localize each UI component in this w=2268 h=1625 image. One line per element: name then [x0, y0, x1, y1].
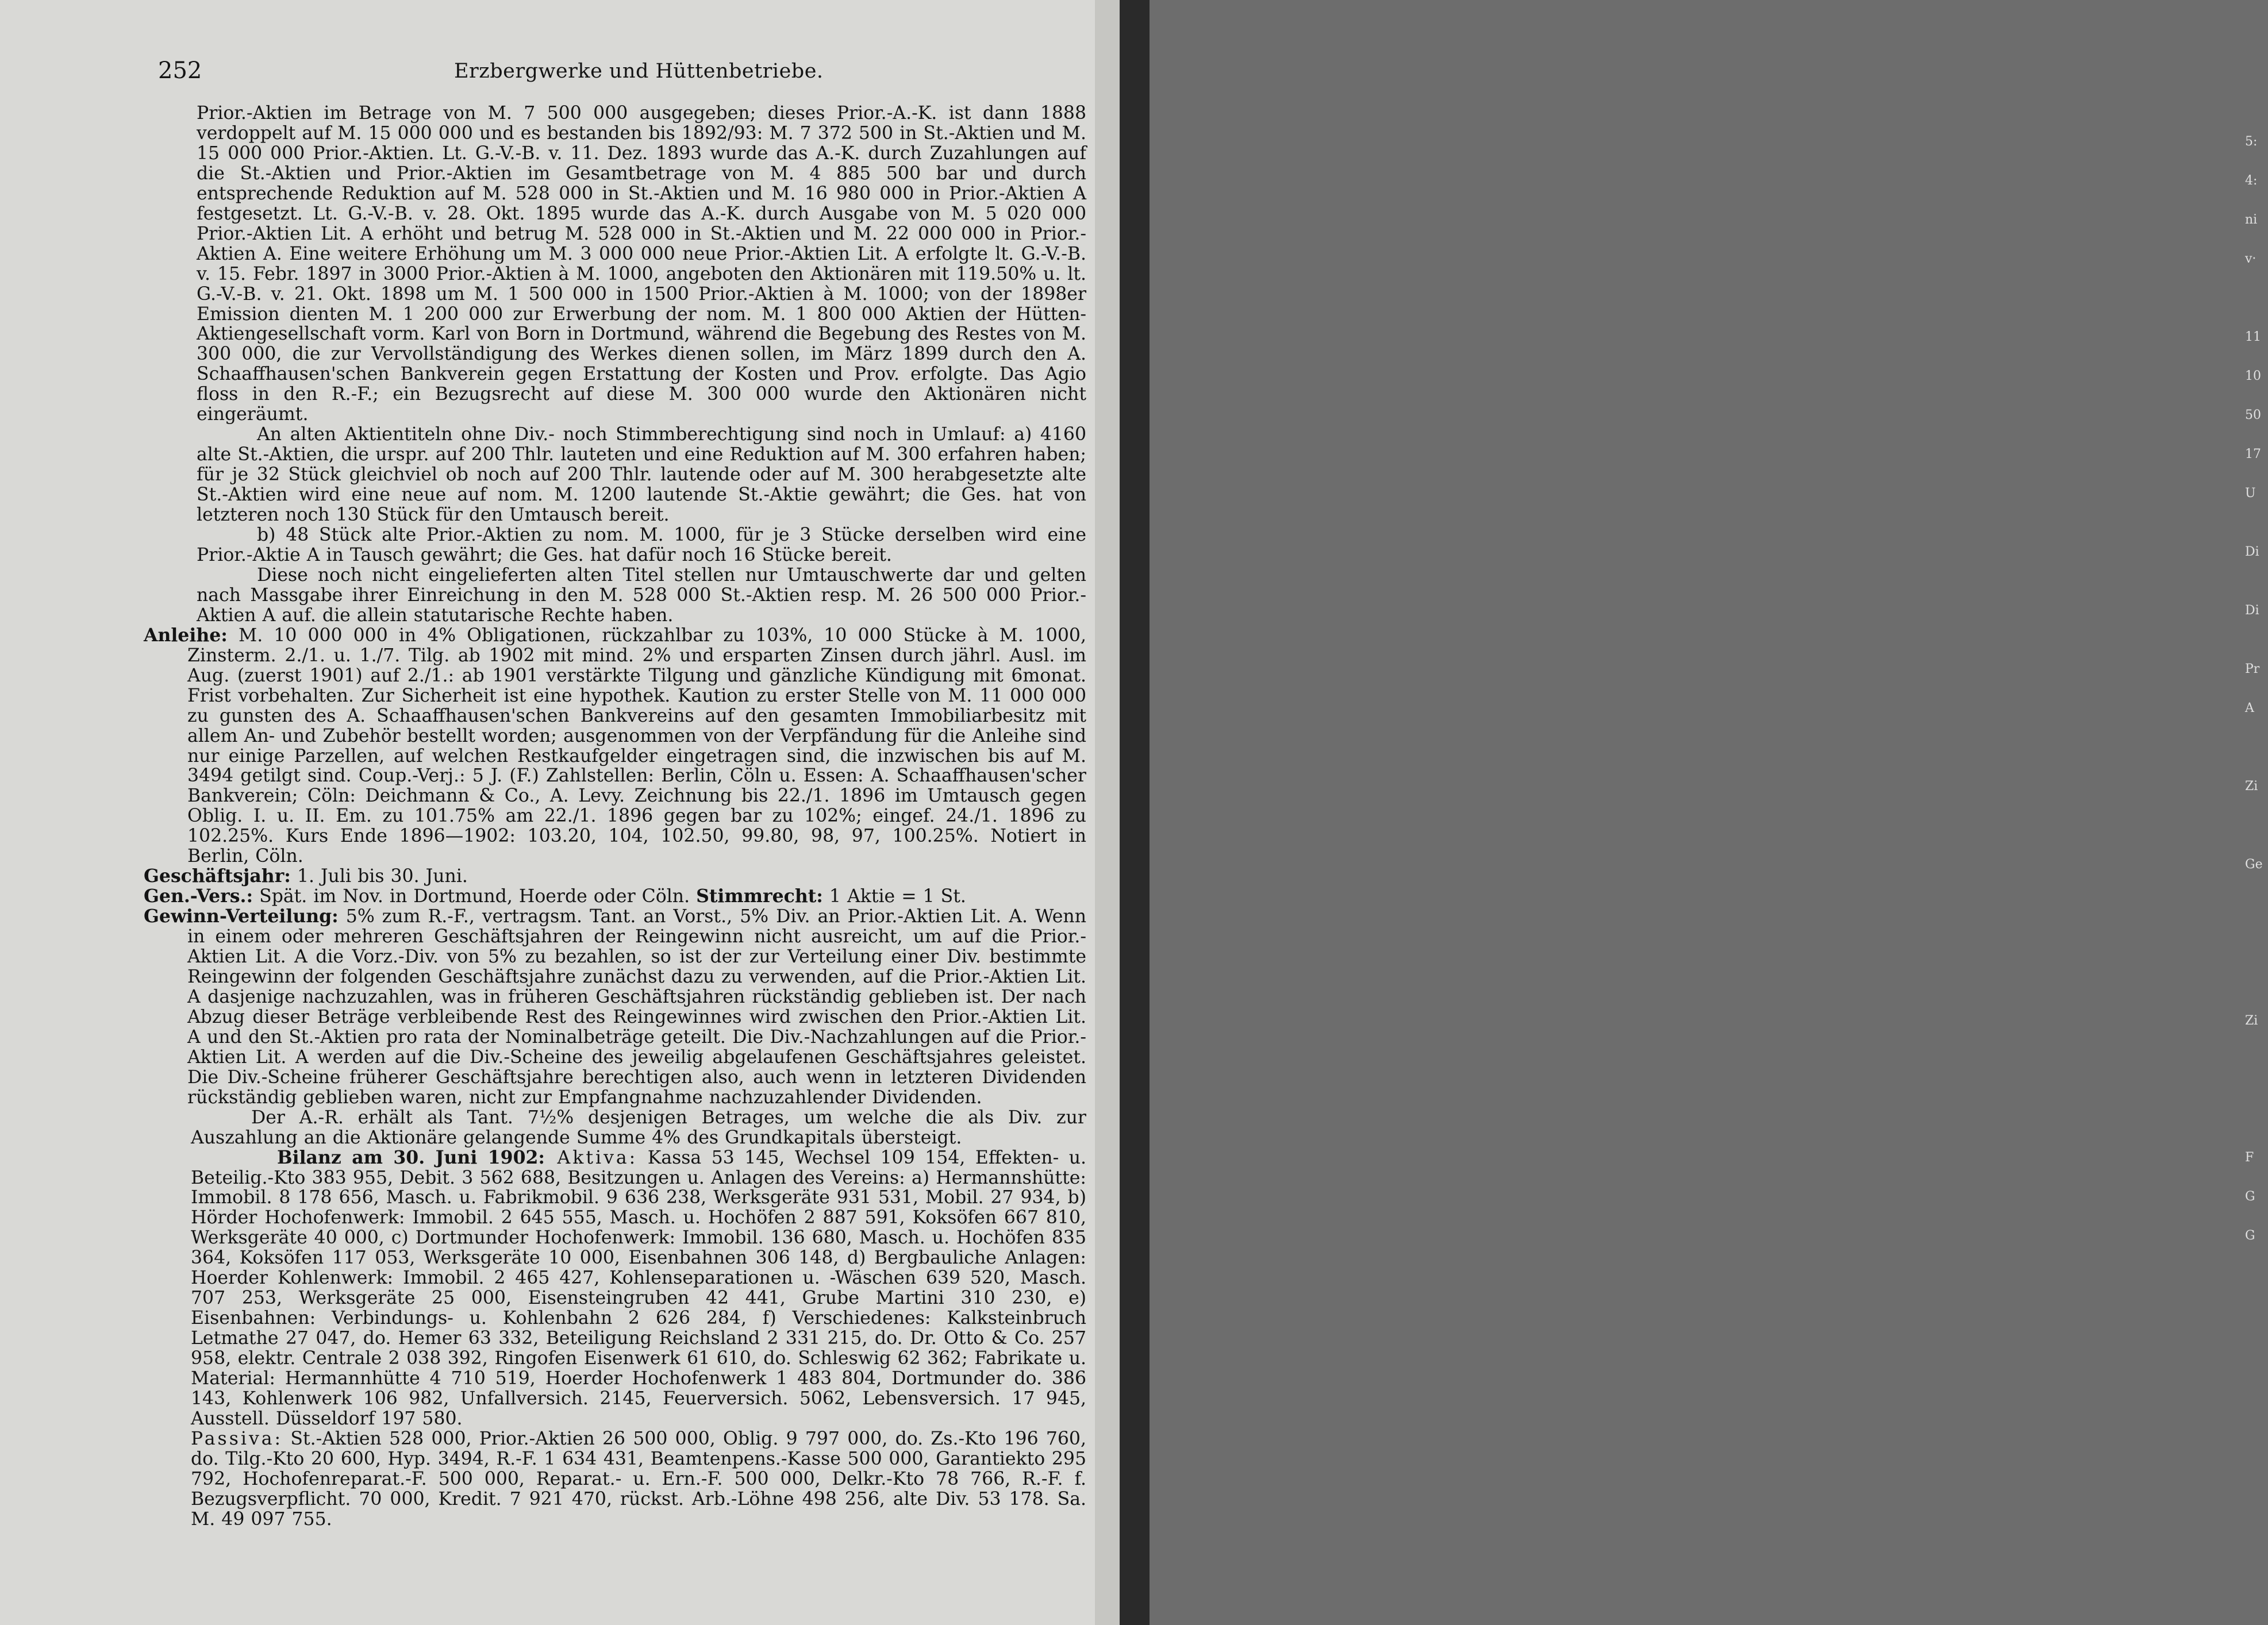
paragraph-old-shares: An alten Aktientiteln ohne Div.- noch Stimmberechtigung sind noch in Umlauf: a) 4160 alte St.-Aktien, die urspr. auf 200 Thlr. lauteten und eine Reduktion auf M. 300 erfahren haben; für je 32 Stück gleichviel ob noch auf 200 Thlr. lautende oder auf M. 300 herabgesetzte alte St.-Aktien wird eine neue auf nom. M. 1200 lautende St.-Aktie gewährt; die Ges. hat von letzteren noch 130 Stück für den Umtausch bereit.	[197, 424, 1086, 526]
section-label: Anleihe:	[144, 624, 228, 646]
margin-fragment: G	[2245, 1189, 2255, 1204]
adjacent-page-fragments	[2245, 132, 2268, 1246]
margin-fragment: 4:	[2245, 174, 2258, 188]
margin-fragment: A	[2245, 701, 2254, 715]
aktiva-label: Aktiva:	[545, 1147, 638, 1168]
document-page	[0, 0, 1120, 1625]
margin-fragment: Di	[2245, 545, 2259, 559]
paragraph-old-prior-shares: b) 48 Stück alte Prior.-Aktien zu nom. M. 1000, für je 3 Stücke derselben wird eine Prior.-Aktie A in Tausch gewährt; die Ges. hat dafür noch 16 Stücke bereit.	[197, 525, 1086, 565]
margin-fragment: Ge	[2245, 857, 2263, 872]
section-label: Bilanz am 30. Juni 1902:	[277, 1146, 545, 1168]
margin-fragment: 5:	[2245, 134, 2258, 149]
section-bilanz-aktiva: Bilanz am 30. Juni 1902: Aktiva: Kassa 53 145, Wechsel 109 154, Effekten- u. Beteilig.-Kto 383 955, Debit. 3 562 688, Besitzungen u. Anlagen des Vereins: a) Hermannshütte: Immobil. 8 178 656, Masch. u. Fabrikmobil. 9 636 238, Werksgeräte 931 531, Mobil. 27 934, b) Hörder Hochofenwerk: Immobil. 2 645 555, Masch. u. Hochöfen 2 887 591, Koksöfen 667 810, Werksgeräte 40 000, c) Dortmunder Hochofenwerk: Immobil. 136 680, Masch. u. Hochöfen 835 364, Koksöfen 117 053, Werksgeräte 10 000, Eisenbahnen 306 148, d) Bergbauliche Anlagen: Hoerder Kohlenwerk: Immobil. 2 465 427, Kohlenseparationen u. -Wäschen 639 520, Masch. 707 253, Werksgeräte 25 000, Eisensteingruben 42 441, Grube Martini 310 230, e) Eisenbahnen: Verbindungs- u. Kohlenbahn 2 626 284, f) Verschiedenes: Kalksteinbruch Letmathe 27 047, do. Hemer 63 332, Beteiligung Reichsland 2 331 215, do. Dr. Otto & Co. 257 958, elektr. Centrale 2 038 392, Ringofen Eisenwerk 61 610, do. Schleswig 62 362; Fabrikate u. Material: Hermannhütte 4 710 519, Hoerder Hochofenwerk 1 483 804, Dortmunder do. 386 143, Kohlenwerk 106 982, Unfallversich. 2145, Feuerversich. 5062, Lebensversich. 17 945, Ausstell. Düsseldorf 197 580.	[191, 1146, 1086, 1429]
margin-fragment: v·	[2245, 252, 2257, 266]
section-gewinn-verteilung: Gewinn-Verteilung: 5% zum R.-F., vertragsm. Tant. an Vorst., 5% Div. an Prior.-Aktien Lit. A. Wenn in einem oder mehreren Geschäftsjahren der Reingewinn nicht ausreicht, um auf die Prior.-Aktien Lit. A die Vorz.-Div. von 5% zu bezahlen, so ist der zur Verteilung einer Div. bestimmte Reingewinn der folgenden Geschäftsjahre zunächst dazu zu verwenden, auf die Prior.-Aktien Lit. A dasjenige nachzuzahlen, was in früheren Geschäftsjahren rückständig geblieben ist. Der nach Abzug dieser Beträge verbleibende Rest des Reingewinnes wird zwischen den Prior.-Aktien Lit. A und den St.-Aktien pro rata der Nominalbeträge geteilt. Die Div.-Nachzahlungen auf die Prior.-Aktien Lit. A werden auf die Div.-Scheine des jeweilig abgelaufenen Geschäftsjahres geleistet. Die Div.-Scheine früherer Geschäftsjahre berechtigen also, auch wenn in letzteren Dividenden rückständig geblieben waren, nicht zur Empfangnahme nachzuzahlender Dividenden.	[144, 906, 1086, 1108]
section-label: Geschäftsjahr:	[144, 865, 291, 887]
margin-fragment: Zi	[2245, 779, 2258, 794]
margin-fragment: 50	[2245, 408, 2261, 422]
page-header	[158, 57, 1089, 86]
margin-fragment: ni	[2245, 213, 2258, 227]
paragraph-tantieme: Der A.-R. erhält als Tant. 7½% desjenigen Betrages, um welche die als Div. zur Auszahlung an die Aktionäre gelangende Summe 4% des Grundkapitals übersteigt.	[191, 1107, 1086, 1148]
margin-fragment: G	[2245, 1229, 2255, 1243]
section-gen-vers: Gen.-Vers.: Spät. im Nov. in Dortmund, Hoerde oder Cöln. Stimmrecht: 1 Aktie = 1 St.	[144, 885, 966, 907]
page-edge-shadow	[1095, 0, 1120, 1625]
section-label: Stimmrecht:	[696, 885, 823, 907]
paragraph-exchange-values: Diese noch nicht eingelieferten alten Titel stellen nur Umtauschwerte dar und gelten nach Massgabe ihrer Einreichung in den M. 528 000 St.-Aktien resp. M. 26 500 000 Prior.-Aktien A auf. die allein statutarische Rechte haben.	[197, 564, 1086, 626]
passiva-label: Passiva:	[191, 1428, 283, 1449]
margin-fragment: 17	[2245, 447, 2261, 461]
page-number: 252	[158, 57, 202, 84]
margin-fragment: U	[2245, 486, 2256, 500]
section-bilanz-passiva: Passiva: St.-Aktien 528 000, Prior.-Aktien 26 500 000, Oblig. 9 797 000, do. Zs.-Kto 196 760, do. Tilg.-Kto 20 600, Hyp. 3494, R.-F. 1 634 431, Beamtenpens.-Kasse 500 000, Garantiekto 295 792, Hochofenreparat.-F. 500 000, Reparat.- u. Ern.-F. 500 000, Delkr.-Kto 78 766, R.-F. f. Bezugsverpflicht. 70 000, Kredit. 7 921 470, rückst. Arb.-Löhne 498 256, alte Div. 53 178. Sa. M. 49 097 755.	[191, 1428, 1086, 1530]
document-body	[144, 103, 1086, 1530]
margin-fragment: 11	[2245, 330, 2261, 344]
paragraph-capital-history: Prior.-Aktien im Betrage von M. 7 500 000 ausgegeben; dieses Prior.-A.-K. ist dann 1888 verdoppelt auf M. 15 000 000 und es bestanden bis 1892/93: M. 7 372 500 in St.-Aktien und M. 15 000 000 Prior.-Aktien. Lt. G.-V.-B. v. 11. Dez. 1893 wurde das A.-K. durch Zuzahlungen auf die St.-Aktien und Prior.-Aktien im Gesamtbetrage von M. 4 885 500 bar und durch entsprechende Reduktion auf M. 528 000 in St.-Aktien und M. 16 980 000 in Prior.-Aktien A festgesetzt. Lt. G.-V.-B. v. 28. Okt. 1895 wurde das A.-K. durch Ausgabe von M. 5 020 000 Prior.-Aktien Lit. A erhöht und betrug M. 528 000 in St.-Aktien und M. 22 000 000 in Prior.-Aktien A. Eine weitere Erhöhung um M. 3 000 000 neue Prior.-Aktien Lit. A erfolgte lt. G.-V.-B. v. 15. Febr. 1897 in 3000 Prior.-Aktien à M. 1000, angeboten den Aktionären mit 119.50% u. lt. G.-V.-B. v. 21. Okt. 1898 um M. 1 500 000 in 1500 Prior.-Aktien à M. 1000; von der 1898er Emission dienten M. 1 200 000 zur Erwerbung der nom. M. 1 800 000 Aktien der Hütten-Aktiengesellschaft vorm. Karl von Born in Dortmund, während die Begebung des Restes von M. 300 000, die zur Vervollständigung des Werkes dienen sollen, im März 1899 durch den A. Schaaffhausen'schen Bankverein gegen Erstattung der Kosten und Prov. erfolgte. Das Agio floss in den R.-F.; ein Bezugsrecht auf diese M. 300 000 wurde den Aktionären nicht eingeräumt.	[197, 103, 1086, 425]
section-anleihe: Anleihe: M. 10 000 000 in 4% Obligationen, rückzahlbar zu 103%, 10 000 Stücke à M. 1000, Zinsterm. 2./1. u. 1./7. Tilg. ab 1902 mit mind. 2% und ersparten Zinsen durch jährl. Ausl. im Aug. (zuerst 1901) auf 2./1.: ab 1901 verstärkte Tilgung und gänzliche Kündigung mit 6monat. Frist vorbehalten. Zur Sicherheit ist eine hypothek. Kaution zu erster Stelle von M. 11 000 000 zu gunsten des A. Schaaffhausen'schen Bankvereins auf den gesamten Immobiliarbesitz mit allem An- und Zubehör bestellt worden; ausgenommen von der Verpfändung für die Anleihe sind nur einige Parzellen, auf welchen Restkaufgelder eingetragen sind, die inzwischen bis auf M. 3494 getilgt sind. Coup.-Verj.: 5 J. (F.) Zahlstellen: Berlin, Cöln u. Essen: A. Schaaffhausen'scher Bankverein; Cöln: Deichmann & Co., A. Levy. Zeichnung bis 22./1. 1896 im Umtausch gegen Oblig. I. u. II. Em. zu 101.75% am 22./1. 1896 gegen bar zu 102%; eingef. 24./1. 1896 zu 102.25%. Kurs Ende 1896—1902: 103.20, 104, 102.50, 99.80, 98, 97, 100.25%. Notiert in Berlin, Cöln.	[144, 624, 1086, 867]
margin-fragment: Pr	[2245, 662, 2260, 676]
section-label: Gen.-Vers.:	[144, 885, 253, 907]
section-label: Gewinn-Verteilung:	[144, 906, 339, 927]
margin-fragment: Zi	[2245, 1014, 2258, 1028]
margin-fragment: Di	[2245, 603, 2259, 618]
running-title: Erzbergwerke und Hüttenbetriebe.	[454, 60, 824, 83]
margin-fragment: 10	[2245, 369, 2261, 383]
margin-fragment: F	[2245, 1150, 2254, 1165]
section-geschaeftsjahr: Geschäftsjahr: 1. Juli bis 30. Juni.	[144, 865, 468, 887]
adjacent-page-edge	[1120, 0, 2263, 1625]
